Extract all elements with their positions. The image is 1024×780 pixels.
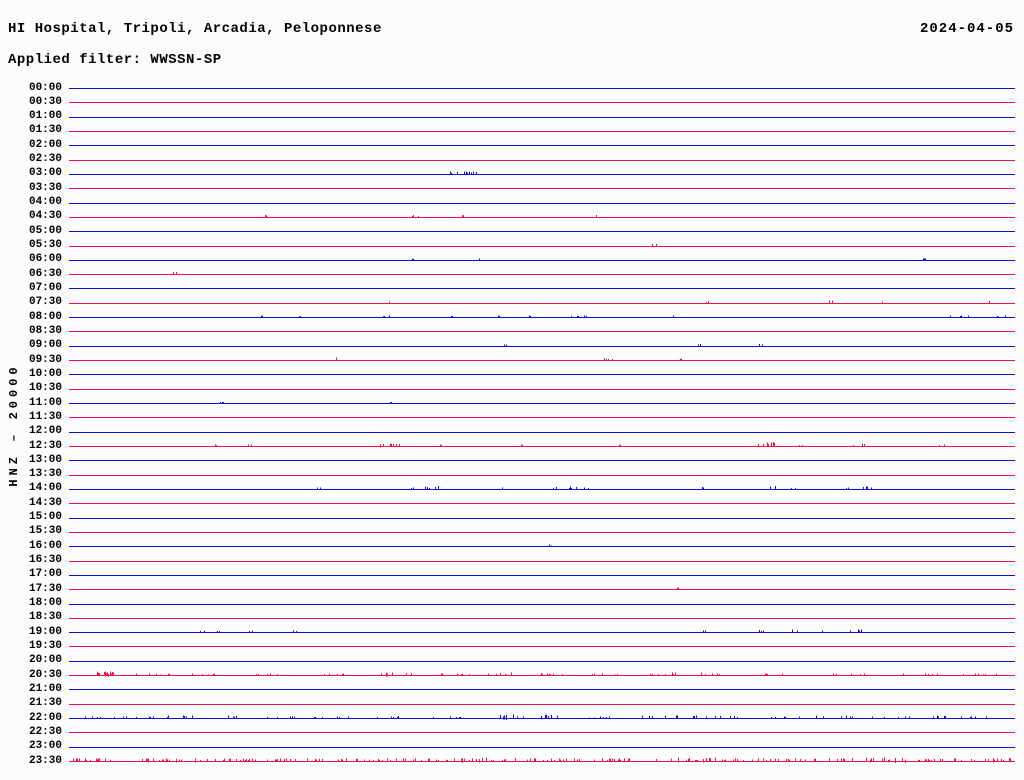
time-label-1100: 11:00 [28,396,62,409]
time-label-0200: 02:00 [28,138,62,151]
time-label-0430: 04:30 [28,210,62,223]
time-label-0030: 00:30 [28,95,62,108]
time-label-1000: 10:00 [28,367,62,380]
time-label-0600: 06:00 [28,253,62,266]
time-label-0900: 09:00 [28,339,62,352]
time-label-1130: 11:30 [28,410,62,423]
time-label-2230: 22:30 [28,725,62,738]
time-label-0300: 03:00 [28,167,62,180]
time-label-1700: 17:00 [28,568,62,581]
time-label-0400: 04:00 [28,196,62,209]
time-label-2300: 23:00 [28,740,62,753]
time-label-0930: 09:30 [28,353,62,366]
time-label-1930: 19:30 [28,639,62,652]
time-label-0500: 05:00 [28,224,62,237]
time-label-2330: 23:30 [28,754,62,767]
time-label-1530: 15:30 [28,525,62,538]
time-label-1330: 13:30 [28,468,62,481]
time-label-1500: 15:00 [28,511,62,524]
time-label-2000: 20:00 [28,654,62,667]
time-label-1030: 10:30 [28,382,62,395]
time-label-0730: 07:30 [28,296,62,309]
trace-events-2330 [74,757,1011,763]
time-label-1630: 16:30 [28,554,62,567]
time-label-1230: 12:30 [28,439,62,452]
time-label-0800: 08:00 [28,310,62,323]
time-label-2030: 20:30 [28,668,62,681]
time-label-2130: 21:30 [28,697,62,710]
time-label-0230: 02:30 [28,153,62,166]
time-label-1600: 16:00 [28,539,62,552]
trace-events-0530 [653,244,657,246]
time-label-0630: 06:30 [28,267,62,280]
channel-scale-label: HNZ – 20000 [7,363,21,487]
time-label-0130: 01:30 [28,124,62,137]
time-label-0830: 08:30 [28,324,62,337]
time-label-1430: 14:30 [28,496,62,509]
page-title: HI Hospital, Tripoli, Arcadia, Peloponnese [8,21,382,37]
trace-events-1730 [678,587,679,589]
time-label-1400: 14:00 [28,482,62,495]
time-label-1830: 18:30 [28,611,62,624]
applied-filter-label: Applied filter: WWSSN-SP [8,52,222,68]
trace-events-0300 [451,171,477,174]
time-label-1200: 12:00 [28,425,62,438]
time-label-1730: 17:30 [28,582,62,595]
time-label-0000: 00:00 [28,81,62,94]
time-label-0700: 07:00 [28,281,62,294]
time-label-0530: 05:30 [28,239,62,252]
date-label: 2024-04-05 [919,21,1014,37]
time-label-0100: 01:00 [28,110,62,123]
trace-events-2030 [98,672,997,677]
time-label-1300: 13:00 [28,453,62,466]
trace-events-0430 [266,215,597,217]
time-label-1900: 19:00 [28,625,62,638]
time-label-2200: 22:00 [28,711,62,724]
time-label-1800: 18:00 [28,597,62,610]
time-label-0330: 03:30 [28,181,62,194]
time-label-2100: 21:00 [28,682,62,695]
